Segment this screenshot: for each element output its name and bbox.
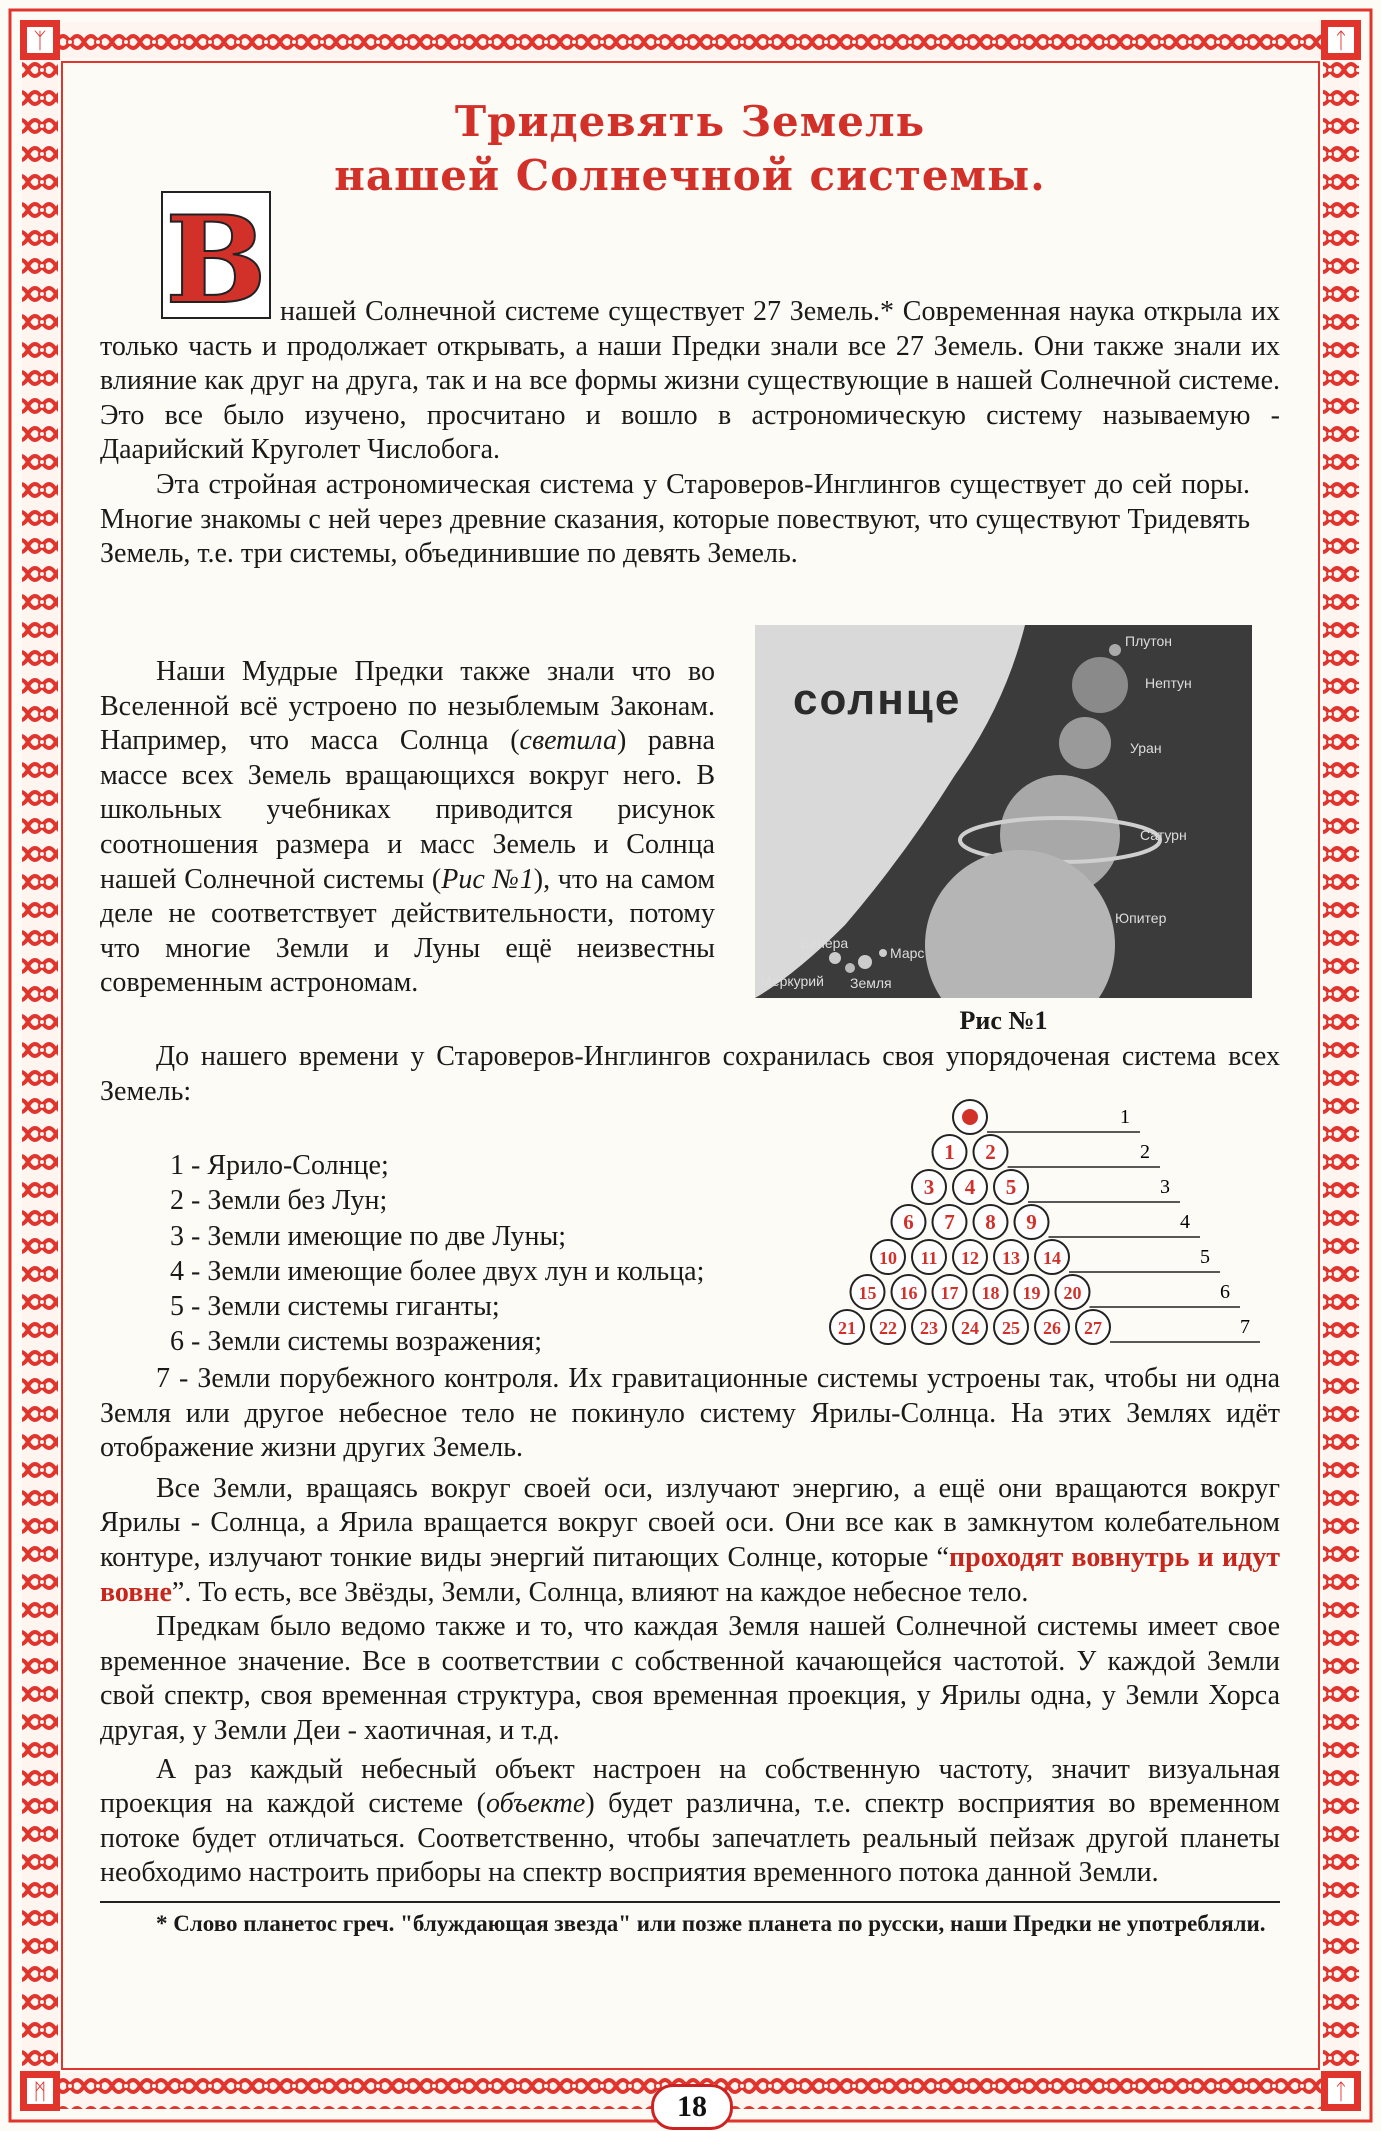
- list-item: 3 - Земли имеющие по две Луны;: [170, 1220, 567, 1252]
- pyramid-number: 14: [1043, 1248, 1061, 1268]
- label-venus: Венера: [800, 935, 849, 951]
- label-saturn: Сатурн: [1140, 827, 1187, 843]
- label-jupiter: Юпитер: [1115, 910, 1167, 926]
- pyramid-number: 26: [1043, 1318, 1061, 1338]
- label-pluto: Плутон: [1125, 633, 1173, 649]
- pyramid-number: 12: [961, 1248, 979, 1268]
- page-number: 18: [651, 2084, 733, 2130]
- label-mars: Марс: [890, 945, 925, 961]
- figure-image: [755, 625, 1252, 998]
- title-line-1: Тридевять Земель: [454, 97, 926, 146]
- planet-earth: [858, 955, 872, 969]
- svg-text:ᛏ: ᛏ: [1334, 2080, 1348, 2105]
- dropcap-text: В: [165, 190, 267, 320]
- pyramid-number: 6: [903, 1210, 914, 1234]
- planet-pluto: [1109, 644, 1121, 656]
- list-item: 5 - Земли системы гиганты;: [170, 1291, 500, 1323]
- paragraph-time: Предкам было ведомо также и то, что каждая Земля нашей Солнечной системы имеет свое временное значение. Все в соответствии с собственной качающейся частотой. У каждой Земли свой спектр, своя временная структура, своя временная проекция, у Ярилы одна, у Земли Хорса другая, у Земли Деи - хаотичная, и т.д.: [100, 1611, 1280, 1746]
- list-item: 4 - Земли имеющие более двух лун и кольца;: [170, 1255, 705, 1287]
- figure-caption: Рис №1: [959, 1006, 1048, 1035]
- article: [100, 95, 1280, 203]
- title-line-2: нашей Солнечной системы.: [334, 151, 1046, 200]
- planet-uranus: [1059, 717, 1111, 769]
- svg-text:ᛗ: ᛗ: [33, 2080, 47, 2105]
- list-item: 6 - Земли системы возражения;: [170, 1326, 543, 1358]
- pyramid-row-label: 4: [1180, 1211, 1190, 1233]
- pyramid-number: 2: [985, 1140, 996, 1164]
- pyramid-number: 20: [1063, 1283, 1082, 1303]
- label-mercury: Меркурий: [760, 973, 824, 989]
- pyramid-row-label: 6: [1220, 1281, 1230, 1303]
- corner-ornament-bottom-right: [1321, 2071, 1361, 2111]
- paragraph-system: Эта стройная астрономическая система у Староверов-Инглингов существует до сей поры. Многие знакомы с ней через древние сказания, которые повествуют, что существуют Тридевять Земель, т.е. три системы, объединившие по девять Земель.: [100, 468, 1250, 570]
- pyramid-number: 22: [879, 1318, 897, 1338]
- corner-ornament-top-right: [1321, 20, 1361, 60]
- planet-mercury: [845, 963, 855, 973]
- pyramid-row-label: 7: [1240, 1316, 1250, 1338]
- footnote-divider: [100, 1901, 1280, 1903]
- footnote: * Слово планетос греч. "блуждающая звезда" или позже планета по русски, наши Предки не употребляли.: [156, 1910, 1266, 1936]
- figure-solar-system: [755, 625, 1252, 1036]
- pyramid-number: 5: [1005, 1175, 1017, 1199]
- paragraph-order: До нашего времени у Староверов-Инглингов сохранилась своя упорядоченая система всех Земель:: [100, 1041, 1280, 1107]
- pyramid-number: 27: [1084, 1318, 1102, 1338]
- pyramid-number: 21: [838, 1318, 856, 1338]
- body-text-bottom: [100, 1362, 1280, 1939]
- label-neptune: Нептун: [1145, 675, 1192, 691]
- planet-venus: [829, 952, 841, 964]
- page-title: [100, 95, 1280, 203]
- pyramid-number: 17: [940, 1283, 959, 1303]
- sun-dot: [962, 1109, 978, 1125]
- corner-ornament-bottom-left: [20, 2071, 60, 2111]
- planet-mars: [879, 949, 887, 957]
- corner-ornament-top-left: [20, 20, 60, 60]
- pyramid-number: 3: [923, 1175, 935, 1199]
- pyramid-row-label: 5: [1200, 1246, 1210, 1268]
- pyramid-number: 1: [944, 1140, 955, 1164]
- list-item: 2 - Земли без Лун;: [170, 1185, 388, 1217]
- earth-pyramid-diagram: [800, 1095, 1360, 1345]
- label-earth: Земля: [850, 975, 892, 991]
- planet-neptune: [1072, 657, 1128, 713]
- highlight-text: проходят вовнутрь и идут вовне: [100, 1541, 1280, 1608]
- pyramid-number: 10: [879, 1248, 897, 1268]
- pyramid-number: 23: [920, 1318, 938, 1338]
- pyramid-number: 7: [944, 1210, 955, 1234]
- paragraph-frequency: А раз каждый небесный объект настроен на собственную частоту, значит визуальная проекция на каждой системе (объекте) будет различна, т.е. спектр восприятия во временном потоке будет отличаться. Соответственно, чтобы запечатлеть реальный пейзаж другой планеты необходимо настроить приборы на спектр восприятия временного потока данной Земли.: [100, 1753, 1280, 1889]
- pyramid-number: 4: [964, 1175, 976, 1199]
- paragraph-mass: Наши Мудрые Предки также знали что во Вселенной всё устроено по незыблемым Законам. Например, что масса Солнца (светила) равна массе всех Земель вращающихся вокруг него. В школьных учебниках приводится рисунок соотношения размера и масс Земель и Солнца нашей Солнечной системы (Рис №1), что на самом деле не соответствует действительности, потому что многие Земли и Луны ещё неизвестны современным астрономам.: [100, 656, 715, 999]
- paragraph-border-control: 7 - Земли порубежного контроля. Их гравитационные системы устроены так, чтобы ни одна Земля или другое небесное тело не покинуло систему Ярилы-Солнца. На этих Землях идёт отображение жизни других Земель.: [100, 1363, 1280, 1464]
- pyramid-number: 13: [1002, 1248, 1020, 1268]
- pyramid-number: 11: [920, 1248, 938, 1268]
- pyramid-row-label: 1: [1120, 1106, 1130, 1128]
- pyramid-number: 24: [961, 1318, 979, 1338]
- sun-label: солнце: [793, 675, 962, 724]
- pyramid-number: 18: [981, 1283, 1000, 1303]
- pyramid-number: 15: [858, 1283, 877, 1303]
- label-uranus: Уран: [1130, 740, 1162, 756]
- pyramid-row-label: 3: [1160, 1176, 1170, 1198]
- svg-text:ᛉ: ᛉ: [33, 29, 47, 54]
- list-item: 1 - Ярило-Солнце;: [170, 1150, 389, 1181]
- earth-list: [170, 1148, 870, 1360]
- pyramid-row-label: 2: [1140, 1141, 1150, 1163]
- paragraph-intro: нашей Солнечной системе существует 27 Земель.* Современная наука открыла их только часть и продолжает открывать, а наши Предки знали все 27 Земель. Они также знали их влияние как друг на друга, так и на все формы жизни существующие в нашей Солнечной системе. Это все было изучено, просчитано и вошло в астрономическую систему называемую - Даарийский Круголет Числобога.: [100, 296, 1280, 466]
- svg-text:ᛏ: ᛏ: [1334, 29, 1348, 54]
- pyramid-number: 8: [985, 1210, 996, 1234]
- pyramid-number: 19: [1022, 1283, 1041, 1303]
- paragraph-energy: Все Земли, вращаясь вокруг своей оси, излучают энергию, а ещё они вращаются вокруг Ярилы - Солнца, а Ярила вращается вокруг своей оси. Они все как в замкнутом колебательном контуре, излучают тонкие виды энергий питающих Солнце, которые “проходят вовнутрь и идут вовне”. То есть, все Звёзды, Земли, Солнца, влияют на каждое небесное тело.: [100, 1472, 1280, 1608]
- body-text-left: [100, 655, 715, 1001]
- body-text-top: [100, 295, 1280, 572]
- pyramid-number: 9: [1026, 1210, 1037, 1234]
- pyramid-number: 25: [1002, 1318, 1020, 1338]
- pyramid-number: 16: [899, 1283, 918, 1303]
